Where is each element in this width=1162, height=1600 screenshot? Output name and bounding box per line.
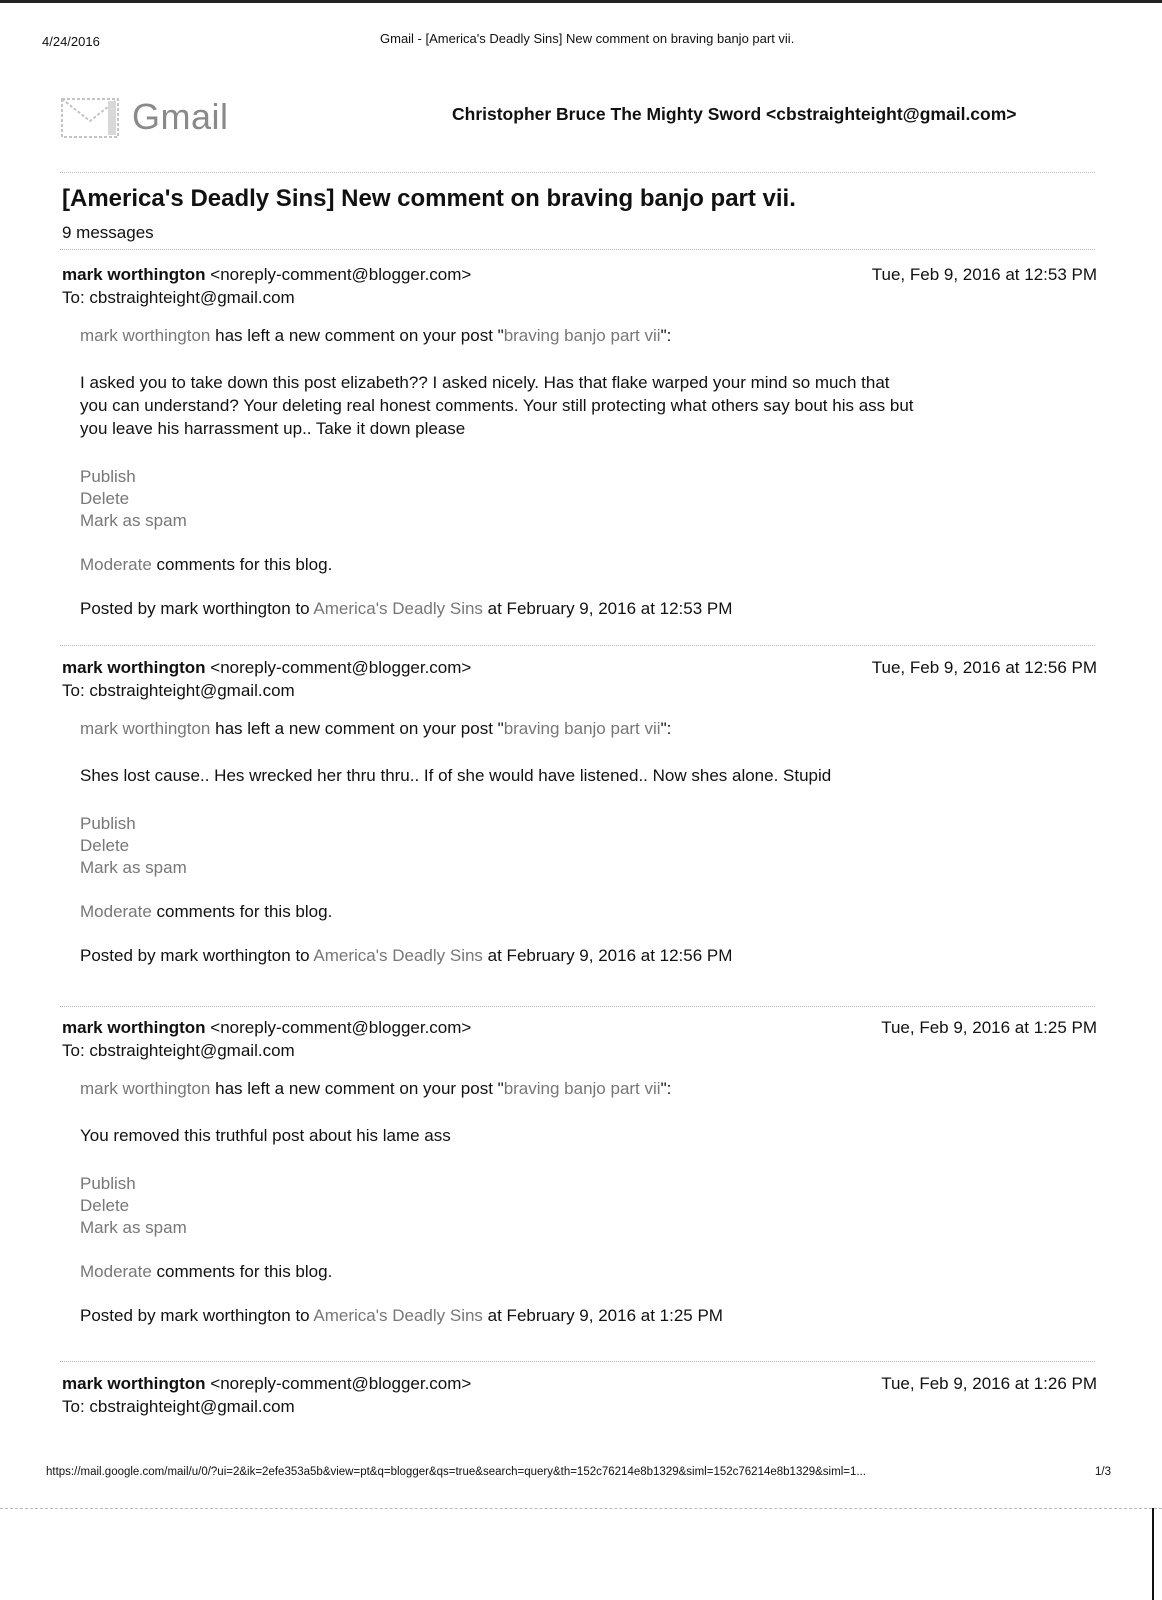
posted-suffix: at February 9, 2016 at 12:53 PM (482, 599, 733, 618)
intro-end: ": (660, 326, 672, 345)
intro-text: has left a new comment on your post " (210, 1079, 504, 1098)
intro-end: ": (660, 719, 672, 738)
moderate-line (80, 554, 1090, 576)
sender-name: mark worthington (62, 658, 206, 677)
post-title-link[interactable]: braving banjo part vii (503, 1079, 661, 1098)
message-recipient: To: cbstraighteight@gmail.com (62, 288, 295, 307)
moderate-link[interactable]: Moderate (80, 902, 152, 921)
blog-name-link[interactable]: America's Deadly Sins (313, 946, 483, 965)
message-sender-line (62, 1374, 471, 1394)
posted-by-line (80, 598, 1090, 620)
message-body (80, 325, 1090, 620)
publish-link[interactable]: Publish (80, 1174, 136, 1193)
blog-name-link[interactable]: America's Deadly Sins (313, 599, 483, 618)
post-title-link[interactable]: braving banjo part vii (503, 719, 661, 738)
sender-email: <noreply-comment@blogger.com> (210, 658, 472, 677)
delete-link[interactable]: Delete (80, 836, 130, 855)
scan-edge-right (1152, 1508, 1154, 1600)
comment-intro (80, 325, 1090, 347)
divider (60, 249, 1095, 250)
sender-email: <noreply-comment@blogger.com> (210, 1374, 472, 1393)
message-date: Tue, Feb 9, 2016 at 1:26 PM (881, 1374, 1097, 1393)
posted-prefix: Posted by mark worthington to (80, 1306, 314, 1325)
message-body (80, 1078, 1090, 1327)
sender-name: mark worthington (62, 1374, 206, 1393)
comment-intro (80, 718, 1090, 740)
print-page-title: Gmail - [America's Deadly Sins] New comment on braving banjo part vii. (380, 31, 795, 46)
sender-email: <noreply-comment@blogger.com> (210, 1018, 472, 1037)
posted-suffix: at February 9, 2016 at 12:56 PM (482, 946, 733, 965)
mark-as-spam-link[interactable]: Mark as spam (80, 858, 187, 877)
mark-as-spam-link[interactable]: Mark as spam (80, 1218, 187, 1237)
intro-end: ": (660, 1079, 672, 1098)
scan-edge (0, 1508, 1162, 1509)
message-sender-line (62, 1018, 471, 1038)
publish-link[interactable]: Publish (80, 814, 136, 833)
comment-text: I asked you to take down this post elizabeth?? I asked nicely. Has that flake warped your mind so much that you can understand? Your deleting real honest comments. Your still protecting what others say bout his ass but you leave his harrassment up.. Take it down please (80, 373, 914, 438)
posted-prefix: Posted by mark worthington to (80, 599, 314, 618)
divider (60, 1006, 1095, 1007)
message-body (80, 718, 1090, 967)
page-number: 1/3 (1095, 1466, 1111, 1478)
posted-by-line (80, 1305, 1090, 1327)
sender-name: mark worthington (62, 265, 206, 284)
moderate-link[interactable]: Moderate (80, 555, 152, 574)
moderation-actions (80, 813, 1090, 879)
message-date: Tue, Feb 9, 2016 at 12:56 PM (871, 658, 1097, 677)
publish-link[interactable]: Publish (80, 467, 136, 486)
divider (60, 1361, 1095, 1362)
mark-as-spam-link[interactable]: Mark as spam (80, 511, 187, 530)
commenter-link[interactable]: mark worthington (80, 1079, 211, 1098)
delete-link[interactable]: Delete (80, 489, 130, 508)
posted-suffix: at February 9, 2016 at 1:25 PM (482, 1306, 723, 1325)
moderation-actions (80, 466, 1090, 532)
divider (60, 172, 1095, 173)
moderate-line (80, 901, 1090, 923)
moderate-text: comments for this blog. (151, 902, 333, 921)
message-date: Tue, Feb 9, 2016 at 1:25 PM (881, 1018, 1097, 1037)
gmail-logo (60, 95, 229, 139)
account-owner: Christopher Bruce The Mighty Sword <cbstraighteight@gmail.com> (452, 104, 1017, 124)
sender-name: mark worthington (62, 1018, 206, 1037)
thread-subject: [America's Deadly Sins] New comment on braving banjo part vii. (62, 185, 796, 212)
post-title-link[interactable]: braving banjo part vii (503, 326, 661, 345)
message-sender-line (62, 265, 471, 285)
message-2 (62, 658, 1097, 1008)
divider (60, 645, 1095, 646)
print-footer-url: https://mail.google.com/mail/u/0/?ui=2&ik=2efe353a5b&view=pt&q=blogger&qs=true&search=query&th=152c76214e8b1329&siml=152c76214e8b1329&siml=1... (46, 1466, 866, 1478)
message-1 (62, 265, 1097, 618)
intro-text: has left a new comment on your post " (210, 326, 504, 345)
message-count: 9 messages (62, 223, 154, 242)
moderate-text: comments for this blog. (151, 1262, 333, 1281)
print-date: 4/24/2016 (42, 34, 100, 49)
posted-prefix: Posted by mark worthington to (80, 946, 314, 965)
comment-text: You removed this truthful post about his lame ass (80, 1126, 451, 1145)
gmail-wordmark: Gmail (132, 96, 229, 137)
message-recipient: To: cbstraighteight@gmail.com (62, 681, 295, 700)
posted-by-line (80, 945, 1090, 967)
message-recipient: To: cbstraighteight@gmail.com (62, 1397, 295, 1416)
moderate-link[interactable]: Moderate (80, 1262, 152, 1281)
commenter-link[interactable]: mark worthington (80, 326, 211, 345)
message-4 (62, 1374, 1097, 1434)
top-scan-rule (0, 0, 1162, 3)
message-recipient: To: cbstraighteight@gmail.com (62, 1041, 295, 1060)
gmail-envelope-icon (60, 95, 120, 139)
blog-name-link[interactable]: America's Deadly Sins (313, 1306, 483, 1325)
moderate-line (80, 1261, 1090, 1283)
commenter-link[interactable]: mark worthington (80, 719, 211, 738)
message-sender-line (62, 658, 471, 678)
comment-intro (80, 1078, 1090, 1100)
intro-text: has left a new comment on your post " (210, 719, 504, 738)
moderation-actions (80, 1173, 1090, 1239)
delete-link[interactable]: Delete (80, 1196, 130, 1215)
moderate-text: comments for this blog. (151, 555, 333, 574)
message-date: Tue, Feb 9, 2016 at 12:53 PM (871, 265, 1097, 284)
comment-text: Shes lost cause.. Hes wrecked her thru thru.. If of she would have listened.. Now shes alone. Stupid (80, 766, 832, 785)
sender-email: <noreply-comment@blogger.com> (210, 265, 472, 284)
message-3 (62, 1018, 1097, 1368)
